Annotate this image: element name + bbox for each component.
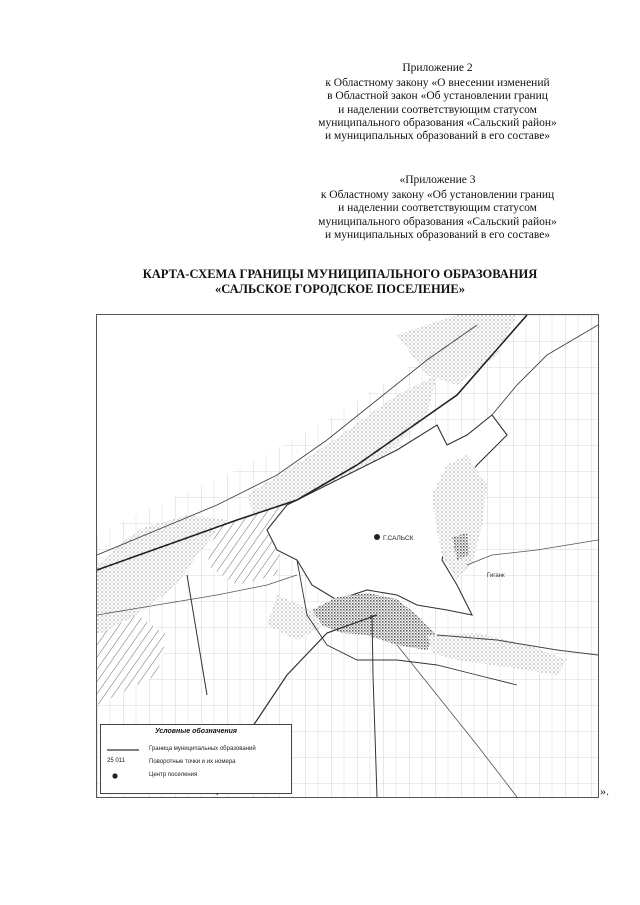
map-title bbox=[90, 267, 590, 297]
appendix-2-heading: Приложение 2 bbox=[402, 62, 473, 74]
legend-label: Поворотные точки и их номера bbox=[149, 759, 236, 765]
legend-item-turning-points bbox=[107, 758, 289, 769]
map-legend bbox=[100, 724, 292, 794]
legend-item-boundary bbox=[107, 745, 289, 756]
center-dot-icon bbox=[107, 771, 139, 782]
legend-item-center bbox=[107, 771, 289, 782]
appendix-2-line: к Областному закону «О внесении изменений bbox=[325, 77, 550, 90]
map-title-line-1: КАРТА-СХЕМА ГРАНИЦЫ МУНИЦИПАЛЬНОГО ОБРАЗОВАНИЯ bbox=[142, 267, 538, 281]
place-label: Гиганк bbox=[487, 573, 505, 579]
appendix-3-line: муниципального образования «Сальский район» bbox=[318, 215, 557, 228]
appendix-2-line: и наделении соответствующим статусом bbox=[338, 103, 537, 116]
appendix-3-line: и наделении соответствующим статусом bbox=[338, 202, 537, 215]
boundary-line-icon bbox=[107, 745, 139, 756]
appendix-2-block bbox=[300, 62, 575, 143]
appendix-3-heading: «Приложение 3 bbox=[399, 174, 476, 186]
appendix-3-block bbox=[300, 174, 575, 242]
appendix-2-line: и муниципальных образований в его составе» bbox=[324, 130, 551, 143]
legend-label: Граница муниципальных образований bbox=[149, 746, 256, 752]
closing-quote: ». bbox=[600, 784, 609, 798]
appendix-2-line: муниципального образования «Сальский район» bbox=[318, 116, 557, 129]
map-title-line-2: «САЛЬСКОЕ ГОРОДСКОЕ ПОСЕЛЕНИЕ» bbox=[215, 282, 465, 296]
appendix-3-line: и муниципальных образований в его составе» bbox=[324, 228, 551, 241]
legend-label: Центр поселения bbox=[149, 772, 198, 778]
legend-title: Условные обозначения bbox=[154, 728, 237, 735]
turning-point-sample: 25 011 bbox=[107, 758, 125, 764]
appendix-2-line: в Областной закон «Об установлении границ bbox=[327, 90, 548, 103]
settlement-center-dot bbox=[374, 534, 380, 540]
settlement-center-label: Г.САЛЬСК bbox=[383, 535, 414, 542]
appendix-3-line: к Областному закону «Об установлении границ bbox=[320, 189, 555, 202]
